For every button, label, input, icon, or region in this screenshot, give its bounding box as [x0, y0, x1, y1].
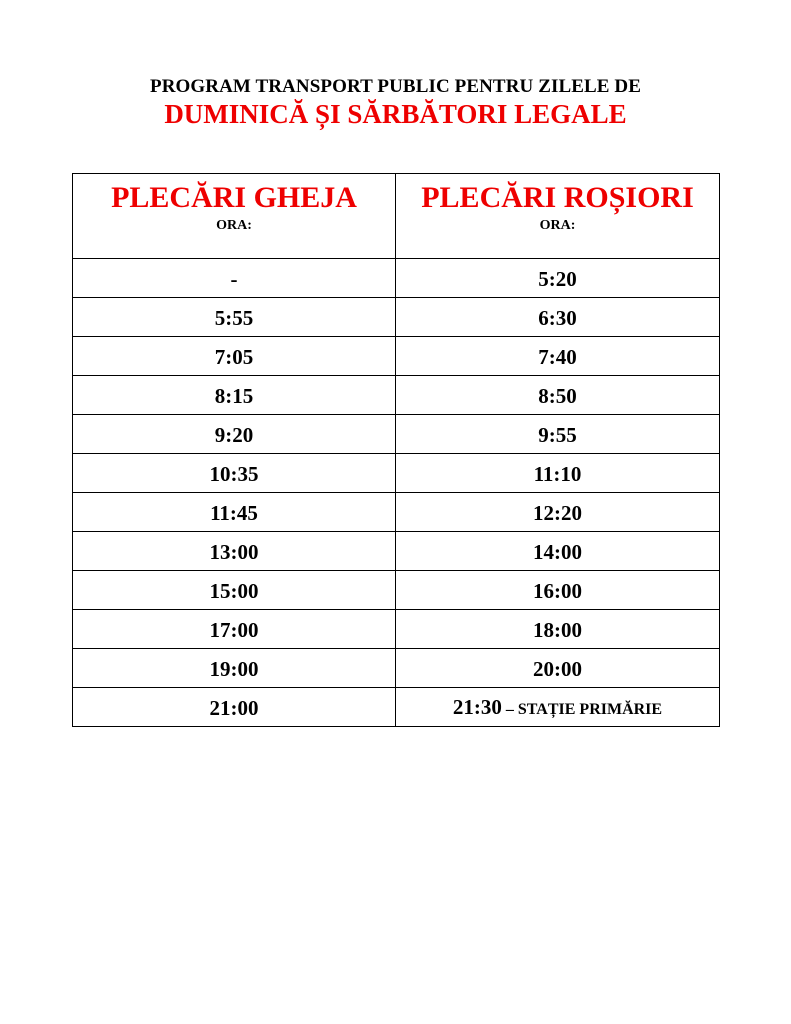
departure-rosiori-cell: [396, 493, 720, 532]
column-heading-rosiori: PLECĂRI ROȘIORI: [421, 181, 694, 214]
header-row: [73, 174, 720, 259]
schedule-table-body: [73, 259, 720, 727]
header-cell-gheja: [73, 174, 396, 259]
document-title-line1: PROGRAM TRANSPORT PUBLIC PENTRU ZILELE DE: [150, 76, 641, 97]
departure-rosiori-time: 6:30: [538, 306, 577, 330]
table-row: [73, 610, 720, 649]
departure-rosiori-cell: [396, 259, 720, 298]
departure-rosiori-time: 16:00: [533, 579, 582, 603]
departure-gheja-cell: 17:00: [73, 610, 396, 649]
departure-gheja-cell: 15:00: [73, 571, 396, 610]
table-row: [73, 493, 720, 532]
departure-rosiori-cell: [396, 610, 720, 649]
departure-rosiori-cell: [396, 376, 720, 415]
departure-rosiori-note: – STAȚIE PRIMĂRIE: [501, 700, 663, 718]
departure-gheja-cell: 13:00: [73, 532, 396, 571]
departure-rosiori-cell: [396, 649, 720, 688]
departure-rosiori-time: 20:00: [533, 657, 582, 681]
table-row: [73, 298, 720, 337]
departure-gheja-cell: -: [73, 259, 396, 298]
table-row: [73, 688, 720, 727]
departure-rosiori-cell: [396, 454, 720, 493]
departure-rosiori-cell: [396, 571, 720, 610]
departure-gheja-cell: 8:15: [73, 376, 396, 415]
departure-rosiori-time: 18:00: [533, 618, 582, 642]
departure-gheja-cell: 10:35: [73, 454, 396, 493]
departure-rosiori-cell: [396, 337, 720, 376]
departure-rosiori-cell: [396, 415, 720, 454]
table-row: [73, 532, 720, 571]
departure-rosiori-time: 5:20: [538, 267, 577, 291]
departure-rosiori-time: 14:00: [533, 540, 582, 564]
departure-rosiori-time: 21:30: [452, 694, 502, 719]
table-row: [73, 454, 720, 493]
table-row: [73, 259, 720, 298]
departure-rosiori-time: 12:20: [533, 501, 582, 525]
departure-rosiori-cell: [396, 688, 720, 727]
column-subheading-gheja: ORA:: [216, 218, 252, 233]
departure-rosiori-time: 11:10: [533, 462, 582, 486]
departure-gheja-cell: 7:05: [73, 337, 396, 376]
departure-gheja-cell: 5:55: [73, 298, 396, 337]
header-cell-rosiori: [396, 174, 720, 259]
table-row: [73, 649, 720, 688]
departure-gheja-cell: 21:00: [73, 688, 396, 727]
table-row: [73, 376, 720, 415]
departure-rosiori-cell: [396, 298, 720, 337]
table-row: [73, 337, 720, 376]
departure-rosiori-cell: [396, 532, 720, 571]
departure-rosiori-time: 7:40: [538, 345, 577, 369]
departure-rosiori-time: 9:55: [538, 423, 577, 447]
document-title-line2: DUMINICĂ ȘI SĂRBĂTORI LEGALE: [164, 99, 627, 129]
schedule-table-head: [73, 174, 720, 259]
departure-gheja-cell: 9:20: [73, 415, 396, 454]
column-subheading-rosiori: ORA:: [539, 218, 576, 233]
table-row: [73, 571, 720, 610]
table-row: [73, 415, 720, 454]
departure-rosiori-time: 8:50: [538, 384, 577, 408]
column-heading-gheja: PLECĂRI GHEJA: [111, 181, 357, 214]
departure-gheja-cell: 19:00: [73, 649, 396, 688]
schedule-table: [72, 173, 720, 727]
departure-gheja-cell: 11:45: [73, 493, 396, 532]
